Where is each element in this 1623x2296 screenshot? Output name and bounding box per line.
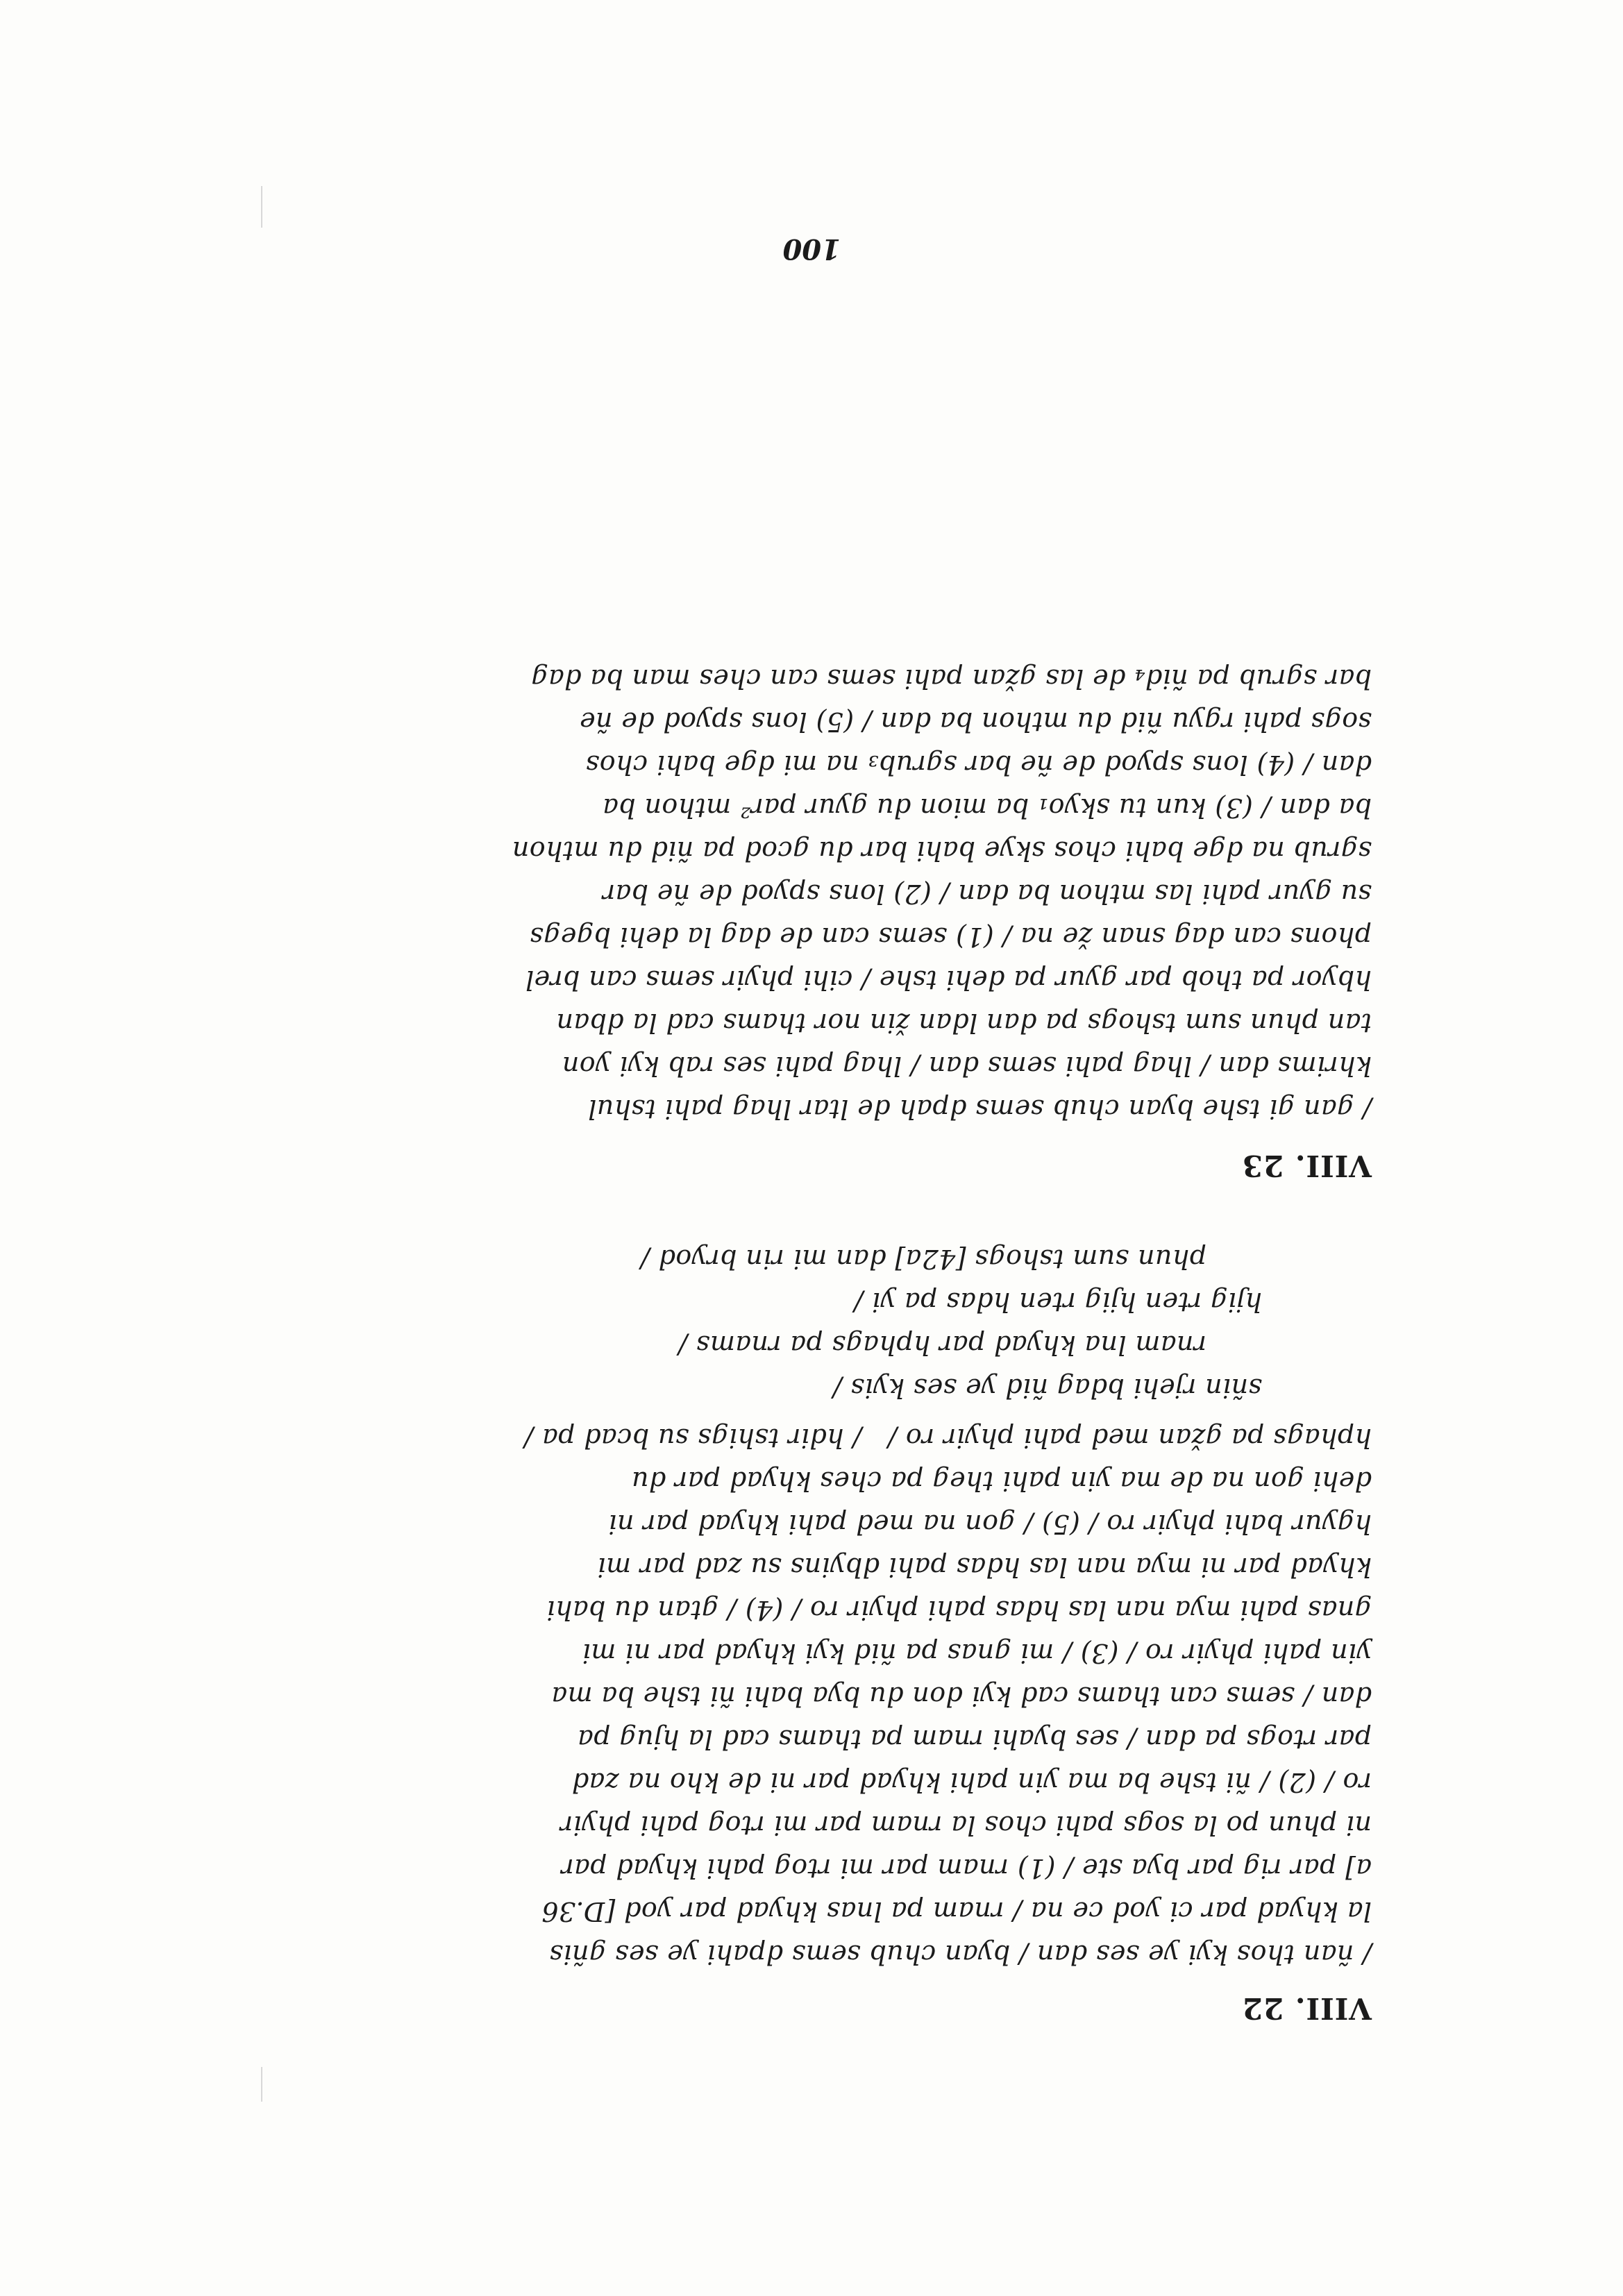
section-heading-viii-23: VIII. 23 [1241,1149,1372,1183]
text-line: dehi gon na de ma yin pahi theg pa ches khyad par du [631,1466,1372,1496]
verse-line: rnam lna khyad par hphags pa rnams / [678,1330,1206,1360]
text-line: su gyur pahi las mthon ba dan / (2) lons spyod de ñe bar [602,879,1372,909]
text-line: sgrub na dge bahi chos skye bahi bar du gcod pa ñid du mthon [512,836,1372,866]
text-line: / ñan thos kyi ye ses dan / byan chub sems dpahi ye ses gñis [549,1939,1372,1970]
text-line: ba dan / (3) kun tu skyo₁ ba mion du gyur par² mthon ba [602,793,1372,823]
text-line: bar sgrub pa ñid₄ de las gžan pahi sems can ches man ba dag [530,664,1372,694]
text-line: khyad par ni mya nan las hdas pahi dbyins su zad par mi [597,1552,1372,1582]
text-line: hgyur bahi phyir ro / (5) / gon na med pahi khyad par ni [608,1509,1372,1539]
text-line: sogs pahi rgyu ñid du mthon ba dan / (5) lons spyod de ñe [579,707,1372,737]
text-line: / gan gi tshe byan chub sems dpah de ltar lhag pahi tshul [587,1094,1372,1124]
page-number: 100 [782,233,841,265]
text-line: dan / sems can thams cad kyi don du bya bahi ñi tshe ba ma [551,1681,1372,1712]
text-line: hphags pa gžan med pahi phyir ro / / hdir tshigs su bcad pa / [523,1423,1372,1453]
scan-mark [261,186,262,228]
verse-line: phun sum tshogs [42a] dan mi rin bryod / [640,1244,1206,1274]
text-line: ni phun po la sogs pahi chos la rnam par mi rtog pahi phyir [560,1810,1372,1841]
text-line: khrims dan / lhag pahi sems dan / lhag pahi ses rab kyi yon [562,1051,1372,1081]
text-line: gnas pahi mya nan las hdas pahi phyir ro / (4) / gtan du bahi [546,1595,1372,1626]
verse-line: hjig rten hjig rten hdas pa yi / [854,1287,1262,1317]
text-line: a] par rig par bya ste / (1) rnam par mi rtog pahi khyad par [561,1853,1372,1884]
scan-mark [261,2067,262,2102]
text-line: hbyor pa thob par gyur pa dehi tshe / cihi phyir sems can brel [525,965,1372,995]
text-line: tan phun sum tshogs pa dan ldan žin nor thams cad la dban [556,1008,1372,1038]
text-line: la khyad par ci yod ce na / rnam pa lnas khyad par yod [D.36 [541,1896,1372,1927]
section-heading-viii-22: VIII. 22 [1241,1991,1372,2025]
text-line: dan / (4) lons spyod de ñe bar sgrub₃ na mi dge bahi chos [585,750,1372,780]
text-line: par rtogs pa dan / ses byahi rnam pa thams cad la hjug pa [577,1724,1372,1755]
text-line: phons can dag snan že na / (1) sems can de dag la dehi bgegs [529,922,1372,952]
text-line: yin pahi phyir ro / (3) / mi gnas pa ñid kyi khyad par ni mi [582,1638,1372,1669]
verse-line: sñin rjehi bdag ñid ye ses kyis / [832,1373,1262,1403]
text-line: ro / (2) / ñi tshe ba ma yin pahi khyad par ni de kho na zad [571,1767,1372,1798]
